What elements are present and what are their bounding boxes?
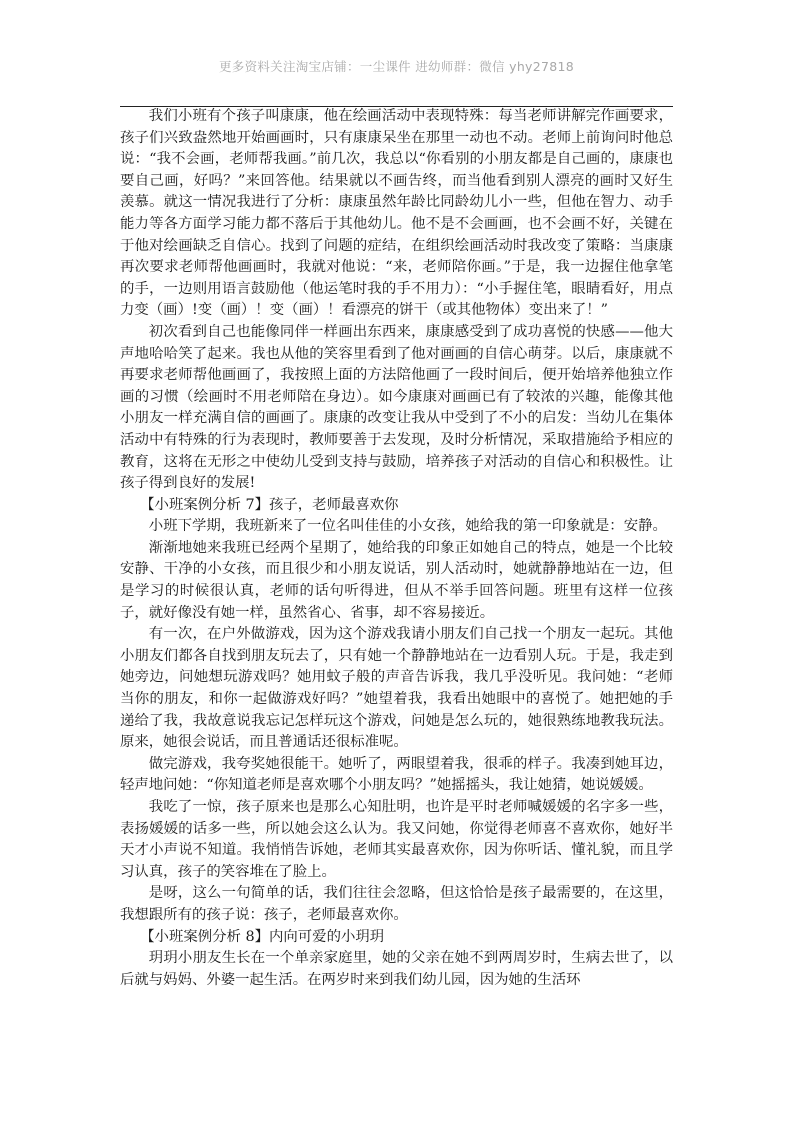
case-heading-8: 【小班案例分析 8】内向可爱的小玥玥 — [140, 928, 385, 945]
paragraph: 我吃了一惊，孩子原来也是那么心知肚明，也许是平时老师喊媛媛的名字多一些，表扬媛媛的话多一些，所以她会这么认为。我又问她，你觉得老师喜不喜欢你，她好半天才小声说不知道。我悄悄告诉她，老师其实最喜欢你，因为你听话、懂礼貌，而且学习认真，孩子的笑容堆在了脸上。 — [120, 799, 673, 880]
paragraph: 小班下学期，我班新来了一位名叫佳佳的小女孩，她给我的第一印象就是：安静。 — [148, 518, 667, 535]
paragraph: 我们小班有个孩子叫康康，他在绘画活动中表现特殊：每当老师讲解完作画要求，孩子们兴致盎然地开始画画时，只有康康呆坐在那里一动也不动。老师上前询问时他总说：“我不会画，老师帮我画。”前几次，我总以“你看别的小朋友都是自己画的，康康也要自己画，好吗？”来回答他。结果就以不画告终，而当他看到别人漂亮的画时又好生羡慕。就这一情况我进行了分析：康康虽然年龄比同龄幼儿小一些，但他在智力、动手能力等各方面学习能力都不落后于其他幼儿。他不是不会画画，也不会画不好，关键在于他对绘画缺乏自信心。找到了问题的症结，在组织绘画活动时我改变了策略：当康康再次要求老师帮他画画时，我就对他说：“来，老师陪你画。”于是，我一边握住他拿笔的手，一边则用语言鼓励他（他运笔时我的手不用力）：“小手握住笔，眼睛看好，用点力变（画）!变（画）！变（画）！看漂亮的饼干（或其他物体）变出来了！” — [120, 108, 673, 319]
paragraph: 渐渐地她来我班已经两个星期了，她给我的印象正如她自己的特点，她是一个比较安静、干净的小女孩，而且很少和小朋友说话，别人活动时，她就静静地站在一边，但是学习的时候很认真，老师的话句听得进，但从不举手回答问题。班里有这样一位孩子，就好像没有她一样，虽然省心、省事，却不容易接近。 — [120, 539, 673, 621]
paragraph: 是呀，这么一句简单的话，我们往往会忽略，但这恰恰是孩子最需要的，在这里，我想跟所有的孩子说：孩子，老师最喜欢你。 — [120, 885, 673, 923]
document-body — [120, 106, 673, 991]
header-watermark-note: 更多资料关注淘宝店铺：一尘课件 进幼师群：微信 yhy27818 — [218, 59, 575, 74]
paragraph: 有一次，在户外做游戏，因为这个游戏我请小朋友们自己找一个朋友一起玩。其他小朋友们都各自找到朋友玩去了，只有她一个静静地站在一边看别人玩。于是，我走到她旁边，问她想玩游戏吗？她用蚊子般的声音告诉我，我几乎没听见。我问她：“老师当你的朋友，和你一起做游戏好吗？”她望着我，我看出她眼中的喜悦了。她把她的手递给了我，我故意说我忘记怎样玩这个游戏，问她是怎么玩的，她很熟练地教我玩法。原来，她很会说话，而且普通话还很标准呢。 — [120, 626, 673, 751]
case-heading-7: 【小班案例分析 7】孩子，老师最喜欢你 — [140, 496, 399, 513]
paragraph: 初次看到自己也能像同伴一样画出东西来，康康感受到了成功喜悦的快感——他大声地哈哈笑了起来。我也从他的笑容里看到了他对画画的自信心萌芽。以后，康康就不再要求老师帮他画画了，我按照上面的方法陪他画了一段时间后，便开始培养他独立作画的习惯（绘画时不用老师陪在身边）。如今康康对画画已有了较浓的兴趣，能像其他小朋友一样充满自信的画画了。康康的改变让我从中受到了不小的启发：当幼儿在集体活动中有特殊的行为表现时，教师要善于去发现，及时分析情况，采取措施给予相应的教育，这将在无形之中使幼儿受到支持与鼓励，培养孩子对活动的自信心和积极性。让孩子得到良好的发展! — [120, 323, 673, 492]
paragraph: 做完游戏，我夸奖她很能干。她听了，两眼望着我，很乖的样子。我凑到她耳边，轻声地问她：“你知道老师是喜欢哪个小朋友吗？”她摇摇头，我让她猜，她说媛媛。 — [120, 755, 673, 794]
paragraph: 玥玥小朋友生长在一个单亲家庭里，她的父亲在她不到两周岁时，生病去世了，以后就与妈妈、外婆一起生活。在两岁时来到我们幼儿园，因为她的生活环 — [120, 950, 673, 988]
